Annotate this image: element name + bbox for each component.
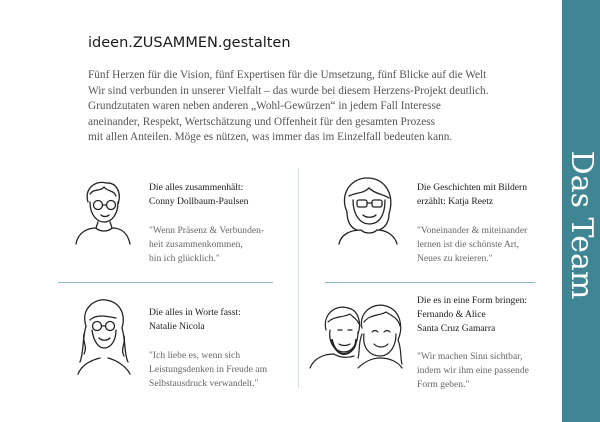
katja-portrait-icon [333, 172, 403, 246]
natalie-portrait-icon [72, 296, 134, 376]
person-quote: "Wenn Präsenz & Verbunden- heit zusammenkommen, bin ich glücklich." [149, 225, 265, 264]
intro-line: Grundzutaten waren neben anderen „Wohl-Gewürzen“ in jedem Fall Interesse [88, 100, 441, 113]
intro-line: aneinander, Respekt, Wertschätzung und Offenheit für den gesamten Prozess [88, 115, 436, 128]
person-name: Die es in eine Form bringen: Fernando & Alice Santa Cruz Gamarra [417, 295, 528, 334]
fernando-alice-portrait-icon [308, 300, 404, 370]
vertical-divider [298, 168, 299, 388]
section-title: Das Team [564, 150, 599, 300]
person-name: Die alles in Worte fasst: Natalie Nicola [149, 307, 241, 332]
page-title: ideen.ZUSAMMEN.gestalten [88, 35, 291, 51]
person-quote: "Wir machen Sinn sichtbar, indem wir ihm eine passende Form geben." [417, 351, 529, 390]
person-name: Die alles zusammenhält: Conny Dollbaum-Paulsen [149, 182, 249, 207]
intro-line: Wir sind verbunden in unserer Vielfalt – das wurde bei diesem Herzens-Projekt deutlich. [88, 84, 489, 97]
person-quote: "Ich liebe es, wenn sich Leistungsdenken in Freude am Selbstausdruck verwandelt." [149, 350, 268, 389]
horizontal-divider [58, 282, 273, 283]
intro-paragraph [88, 68, 528, 146]
intro-line: mit allen Anteilen. Möge es nützen, was immer das im Einzelfall bedeuten kann. [88, 131, 453, 144]
horizontal-divider [325, 282, 535, 283]
intro-line: Fünf Herzen für die Vision, fünf Expertisen für die Umsetzung, fünf Blicke auf die Welt [88, 69, 487, 81]
person-name: Die Geschichten mit Bildern erzählt: Katja Reetz [417, 182, 528, 207]
conny-portrait-icon [70, 176, 134, 246]
person-quote: "Voneinander & miteinander lernen ist die schönste Art, Neues zu kreieren." [417, 225, 528, 264]
